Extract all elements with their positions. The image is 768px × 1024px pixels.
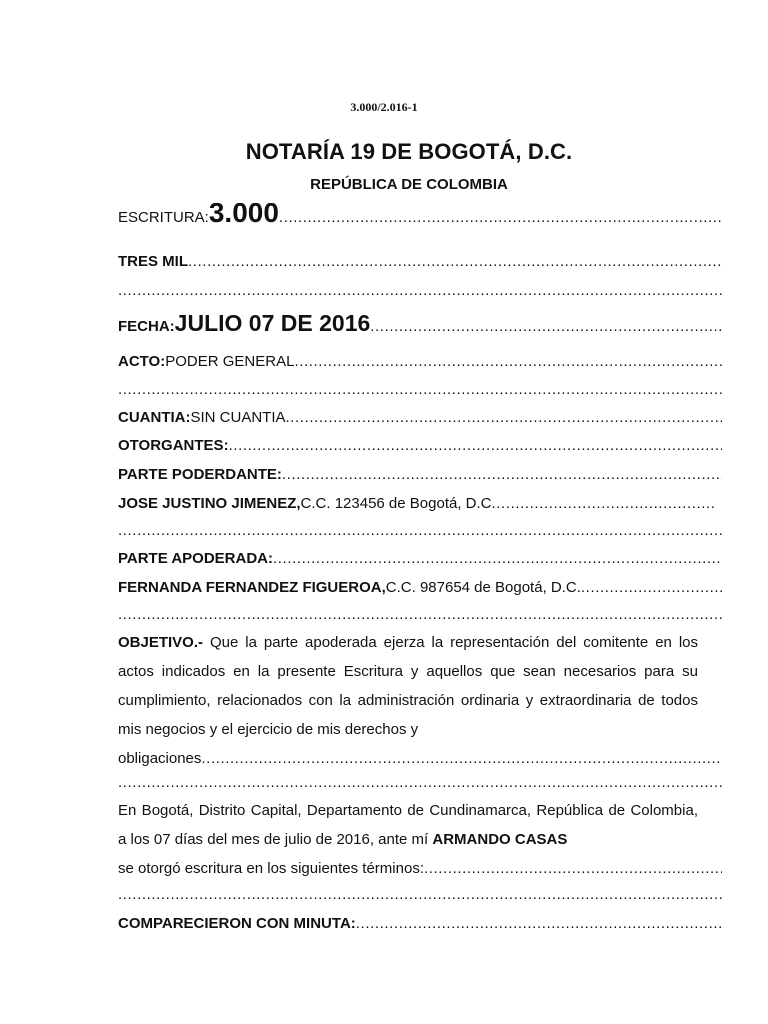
escritura-line xyxy=(118,203,722,237)
dotted-fill xyxy=(356,914,722,934)
dotted-line xyxy=(118,281,722,301)
escritura-label: ESCRITURA: xyxy=(118,209,209,226)
country-subtitle: REPÚBLICA DE COLOMBIA xyxy=(310,176,508,193)
comparecieron-line xyxy=(118,914,722,934)
dotted-fill xyxy=(581,578,722,598)
poderdante-label: PARTE PODERDANTE: xyxy=(118,466,282,483)
notario-name: ARMANDO CASAS xyxy=(432,831,568,848)
document-reference: 3.000/2.016-1 xyxy=(350,100,418,114)
apoderada-name-line xyxy=(118,578,722,598)
cuantia-label: CUANTIA: xyxy=(118,409,191,426)
objetivo-last-line xyxy=(118,744,722,773)
dotted-fill xyxy=(273,549,722,569)
lugar-text: En Bogotá, Distrito Capital, Departamento de Cundinamarca, República de Colombia, a los 07 días del mes de julio de 2016, ante mí xyxy=(118,802,698,848)
acto-value: PODER GENERAL xyxy=(165,353,295,370)
poderdante-line xyxy=(118,465,722,485)
apoderada-name: FERNANDA FERNANDEZ FIGUEROA, xyxy=(118,579,386,596)
dotted-line xyxy=(118,885,722,905)
dotted-fill xyxy=(118,521,722,541)
fecha-value: JULIO 07 DE 2016 xyxy=(174,313,371,336)
dotted-line xyxy=(118,605,722,625)
fecha-label: FECHA: xyxy=(118,318,175,335)
dotted-fill xyxy=(118,380,722,400)
lugar-last-line xyxy=(118,854,722,883)
dotted-fill xyxy=(286,408,722,428)
objetivo-paragraph xyxy=(118,628,698,773)
dotted-line xyxy=(118,521,722,541)
dotted-fill xyxy=(118,885,722,905)
poderdante-name: JOSE JUSTINO JIMENEZ, xyxy=(118,495,301,512)
dotted-fill xyxy=(118,773,722,793)
dotted-fill xyxy=(492,494,717,514)
dotted-fill xyxy=(282,465,722,485)
apoderada-id: C.C. 987654 de Bogotá, D.C. xyxy=(385,579,581,596)
acto-line xyxy=(118,352,722,372)
escritura-words-line xyxy=(118,252,722,272)
objetivo-last: obligaciones xyxy=(118,750,202,767)
dotted-fill xyxy=(370,317,722,337)
apoderada-line xyxy=(118,549,722,569)
dotted-fill xyxy=(118,605,722,625)
cuantia-line xyxy=(118,408,722,428)
lugar-last: se otorgó escritura en los siguientes términos: xyxy=(118,860,424,877)
dotted-fill xyxy=(279,208,722,228)
dotted-fill xyxy=(424,854,722,883)
dotted-fill xyxy=(201,744,722,773)
dotted-fill xyxy=(118,281,722,301)
poderdante-name-line xyxy=(118,494,716,514)
lugar-paragraph xyxy=(118,796,698,883)
escritura-words: TRES MIL xyxy=(118,253,188,270)
poderdante-id: C.C. 123456 de Bogotá, D.C xyxy=(300,495,492,512)
apoderada-label: PARTE APODERADA: xyxy=(118,550,274,567)
otorgantes-label: OTORGANTES: xyxy=(118,437,229,454)
dotted-fill xyxy=(229,436,722,456)
fecha-line xyxy=(118,313,722,341)
objetivo-text: Que la parte apoderada ejerza la representación del comitente en los actos indicados en la presente Escritura y aquellos que sean necesarios para su cumplimiento, relacionados con la administración ordinaria y extraordinaria de todos mis negocios y el ejercicio de mis derechos y xyxy=(118,634,699,738)
objetivo-label: OBJETIVO.- xyxy=(118,634,210,651)
comparecieron-label: COMPARECIERON CON MINUTA: xyxy=(118,915,356,932)
cuantia-value: SIN CUANTIA xyxy=(190,409,286,426)
notary-title: NOTARÍA 19 DE BOGOTÁ, D.C. xyxy=(245,139,573,164)
acto-label: ACTO: xyxy=(118,353,166,370)
escritura-number: 3.000 xyxy=(208,203,279,228)
dotted-fill xyxy=(188,252,722,272)
dotted-fill xyxy=(294,352,722,372)
dotted-line xyxy=(118,380,722,400)
dotted-line xyxy=(118,773,722,793)
otorgantes-line xyxy=(118,436,722,456)
